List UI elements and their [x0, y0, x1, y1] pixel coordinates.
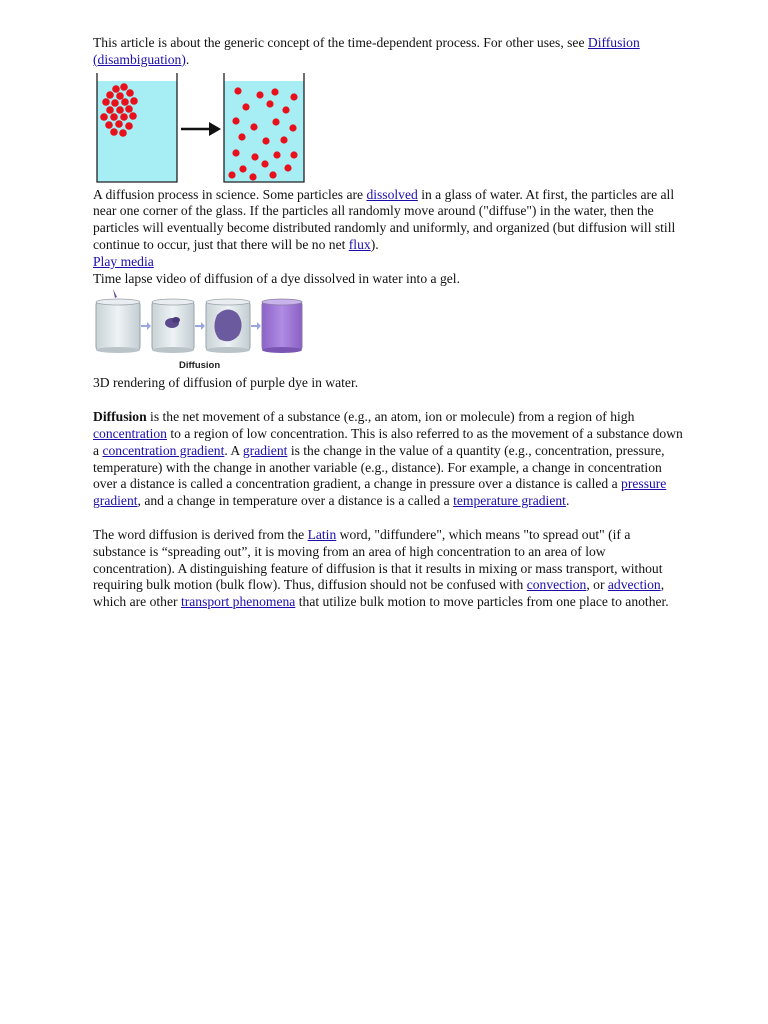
- beaker-3: [206, 299, 250, 353]
- disambiguation-link[interactable]: Diffusion (disambiguation): [93, 35, 640, 67]
- paragraph-text: , or: [586, 577, 608, 593]
- paragraph-text: , which are other: [93, 577, 665, 610]
- hatnote-text: This article is about the generic concept of the time-dependent process. For other uses, see: [93, 35, 585, 50]
- media-caption: Time lapse video of diffusion of a dye dissolved in water into a gel.: [93, 270, 460, 286]
- diffusion-rendering: [93, 289, 305, 374]
- article: [93, 35, 683, 611]
- paragraph-etymology: [93, 527, 683, 611]
- beaker-4: [262, 299, 302, 353]
- temperature-gradient-link[interactable]: temperature gradient: [453, 493, 566, 509]
- paragraph-text: , and a change in temperature over a distance is a called a: [137, 493, 454, 509]
- dissolved-link[interactable]: dissolved: [366, 186, 418, 202]
- beaker-1: [96, 299, 140, 353]
- paragraph-text: word, "diffundere", which means "to spread out" (if a substance is “spreading out”, it is moving from an area of high concentration to an area of low concentration). A distinguishing feature of diffusion is that it results in mixing or mass transport, without requiring bulk motion (bulk flow). Thus, diffusion should not be confused with: [93, 526, 663, 593]
- caption-text: A diffusion process in science. Some particles are: [93, 186, 367, 202]
- pressure-gradient-link[interactable]: pressure gradient: [93, 476, 667, 509]
- paragraph-text: that utilize bulk motion to move particles from one place to another.: [295, 594, 669, 610]
- step-arrow: [251, 322, 261, 330]
- transport-phenomena-link[interactable]: transport phenomena: [180, 594, 296, 610]
- caption-text: in a glass of water. At first, the particles are all near one corner of the glass. If the particles all randomly move around ("diffuse") in the water, then the particles will eventually become distributed randomly and uniformly, and organized (but diffusion will still continue to occur, just that there will be no net: [93, 186, 676, 252]
- paragraph-definition: [93, 409, 683, 510]
- term-bold: Diffusion: [93, 409, 147, 425]
- paragraph-text: The word diffusion is derived from the: [93, 526, 308, 542]
- latin-link[interactable]: Latin: [307, 526, 337, 542]
- paragraph-text: . A: [224, 442, 243, 458]
- diffusion-label: Diffusion: [179, 360, 221, 372]
- play-media-link[interactable]: Play media: [93, 253, 154, 269]
- paragraph-text: .: [565, 493, 570, 509]
- step-arrow: [141, 322, 151, 330]
- step-arrow: [195, 322, 205, 330]
- hatnote: [93, 35, 683, 69]
- media-block: [93, 254, 683, 271]
- caption-text: ).: [370, 236, 379, 252]
- figure2-caption: 3D rendering of diffusion of purple dye in water.: [93, 375, 359, 391]
- gradient-link[interactable]: gradient: [242, 442, 288, 458]
- convection-link[interactable]: convection: [526, 577, 587, 593]
- paragraph-text: is the net movement of a substance (e.g., an atom, ion or molecule) from a region of high: [146, 409, 635, 425]
- flux-link[interactable]: flux: [348, 236, 371, 252]
- beaker-2: [152, 299, 194, 353]
- dropper-icon: [113, 289, 117, 298]
- advection-link[interactable]: advection: [607, 577, 661, 593]
- concentration-gradient-link[interactable]: concentration gradient: [102, 442, 225, 458]
- paragraph-text: to a region of low concentration. This is also referred to as the movement of a substance down a: [93, 425, 683, 458]
- diffusion-diagram: [93, 71, 308, 187]
- arrow-icon: [181, 122, 221, 136]
- hatnote-end: .: [185, 51, 190, 67]
- paragraph-text: is the change in the value of a quantity (e.g., concentration, pressure, temperature) with the change in another variable (e.g., distance). For example, a change in concentration over a distance is called a concentration gradient, a change in pressure over a distance is called a: [93, 442, 665, 492]
- figure1-caption: [93, 187, 683, 254]
- concentration-link[interactable]: concentration: [93, 425, 167, 441]
